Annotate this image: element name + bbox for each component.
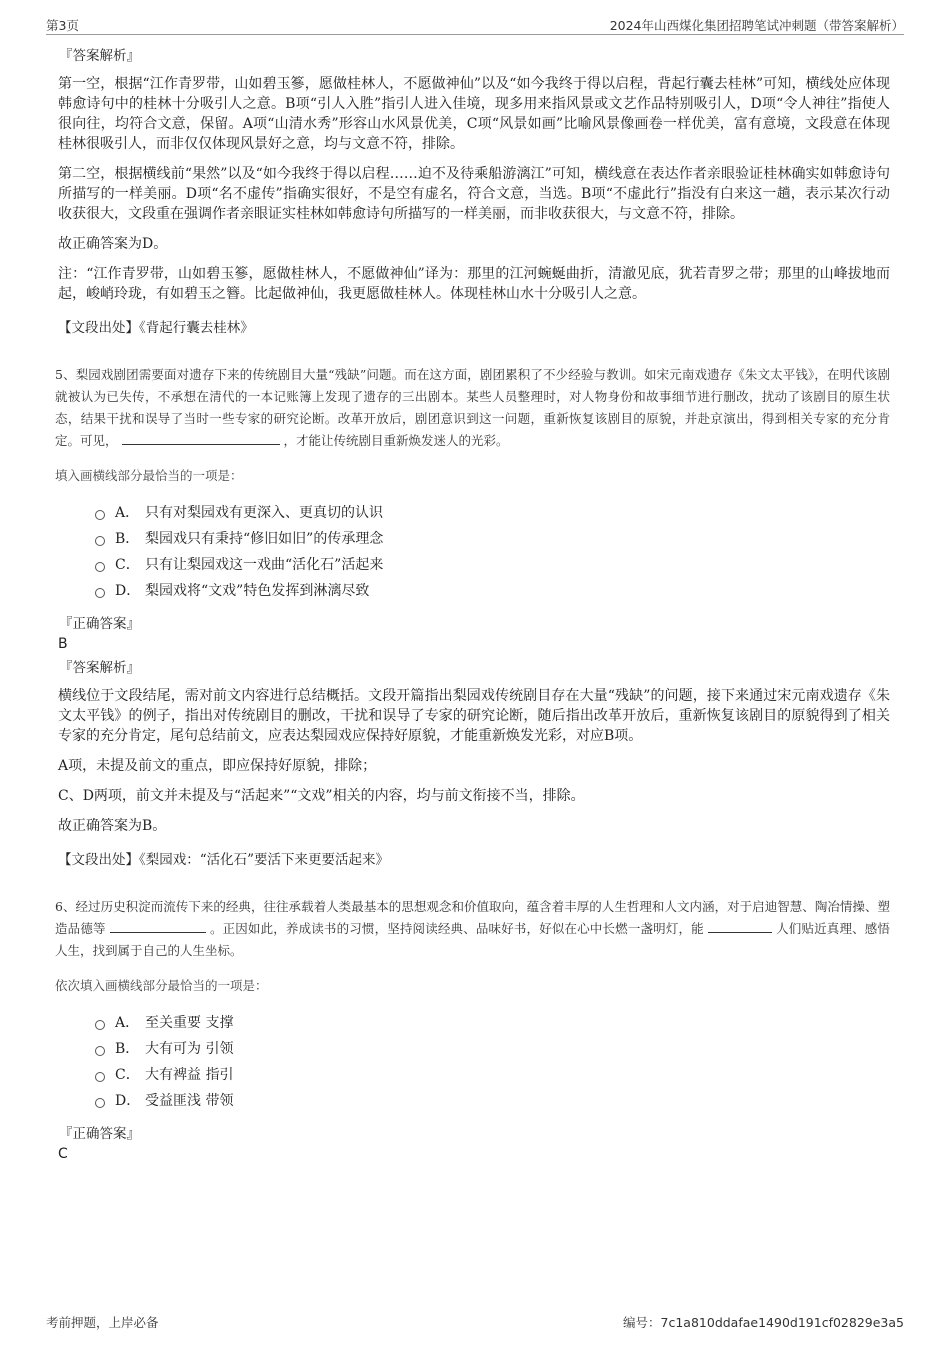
analysis-paragraph: 横线位于文段结尾，需对前文内容进行总结概括。文段开篇指出梨园戏传统剧目存在大量“残缺”的问题，接下来通过宋元南戏遗存《朱文太平钱》的例子，指出对传统剧目的删改，干扰和误导了专家的研究论断，随后指出改革开放后，重新恢复该剧目的原貌得到了相关专家的充分肯定，尾句总结前文，应表达梨园戏应保持好原貌，才能重新焕发光彩，对应B项。 <box>58 688 890 744</box>
option-letter: A． <box>115 1015 140 1031</box>
option-letter: C． <box>115 557 140 573</box>
radio-icon[interactable] <box>95 536 105 546</box>
option-text: 至关重要 支撑 <box>145 1015 234 1031</box>
question-5-answer <box>55 612 890 676</box>
analysis-paragraph: 第一空，根据“江作青罗带，山如碧玉篸，愿做桂林人，不愿做神仙”以及“如今我终于得以启程，背起行囊去桂林”可知，横线处应体现韩愈诗句中的桂林十分吸引人之意。B项“引人入胜”指引人进入佳境，现多用来指风景或文艺作品特别吸引人，D项“令人神往”指使人很向往，均符合文意，保留。A项“山清水秀”形容山水风景优美，C项“风景如画”比喻风景像画卷一样优美，富有意境，文段意在体现桂林很吸引人，而非仅仅体现风景好之意，均与文意不符，排除。 <box>58 76 890 152</box>
option-text: 受益匪浅 带领 <box>145 1093 234 1109</box>
fill-blank <box>122 430 280 445</box>
question-6-instruction: 依次填入画横线部分最恰当的一项是： <box>55 978 268 993</box>
question-5-instruction: 填入画横线部分最恰当的一项是： <box>55 468 243 483</box>
question-5-stem <box>55 364 890 452</box>
question-5-text: 5、梨园戏剧团需要面对遗存下来的传统剧目大量“残缺”问题。而在这方面，剧团累积了不少经验与教训。如宋元南戏遗存《朱文太平钱》，在明代该剧就被认为已失传，不承想在清代的一本记账簿上发现了遗存的三出剧本。某些人员整理时，对人物身份和故事细节进行删改，扰动了该剧目的原生状态，结果干扰和误导了当时一些专家的研究论断。改革开放后，剧团意识到这一问题，重新恢复该剧目的原貌，并赴京演出，得到相关专家的充分肯定。可见， <box>55 367 890 448</box>
question-6-options <box>95 1010 890 1114</box>
option-letter: D． <box>115 1093 141 1109</box>
question-6-answer <box>55 1122 890 1162</box>
passage-source: 【文段出处】《梨园戏：“活化石”要活下来更要活起来》 <box>58 852 390 868</box>
option-a[interactable] <box>95 500 890 526</box>
analysis-paragraph: C、D两项，前文并未提及与“活起来”“文戏”相关的内容，均与前文衔接不当，排除。 <box>58 788 585 804</box>
page-header <box>46 14 904 35</box>
option-letter: A． <box>115 505 140 521</box>
fill-blank <box>708 918 772 933</box>
radio-icon[interactable] <box>95 510 105 520</box>
correct-answer: B <box>58 636 68 652</box>
analysis-conclusion: 故正确答案为B。 <box>58 818 167 834</box>
option-text: 只有让梨园戏这一戏曲“活化石”活起来 <box>145 557 384 573</box>
analysis-label: 『答案解析』 <box>59 48 140 64</box>
correct-answer-label: 『正确答案』 <box>59 1126 140 1142</box>
page-content <box>55 44 890 1162</box>
option-letter: B． <box>115 1041 140 1057</box>
question-6-text-end: 人们贴近真理、感悟人生，找到属于自己的人生坐标。 <box>55 921 890 958</box>
question-5-options <box>95 500 890 604</box>
option-letter: B． <box>115 531 140 547</box>
option-c[interactable] <box>95 552 890 578</box>
option-text: 只有对梨园戏有更深入、更真切的认识 <box>145 505 383 521</box>
radio-icon[interactable] <box>95 1046 105 1056</box>
analysis-paragraph: 第二空，根据横线前“果然”以及“如今我终于得以启程……迫不及待乘船游漓江”可知，横线意在表达作者亲眼验证桂林确实如韩愈诗句所描写的一样美丽。D项“名不虚传”指确实很好，不是空有虚名，符合文意，当选。B项“不虚此行”指没有白来这一趟，表示某次行动收获很大，文段重在强调作者亲眼证实桂林如韩愈诗句所描写的一样美丽，而非收获很大，与文意不符，排除。 <box>58 166 890 222</box>
page-number: 第3页 <box>46 18 79 33</box>
option-letter: C． <box>115 1067 140 1083</box>
passage-source: 【文段出处】《背起行囊去桂林》 <box>58 320 254 336</box>
option-letter: D． <box>115 583 141 599</box>
option-b[interactable] <box>95 1036 890 1062</box>
option-text: 梨园戏将“文戏”特色发挥到淋漓尽致 <box>145 583 370 599</box>
option-d[interactable] <box>95 578 890 604</box>
option-c[interactable] <box>95 1062 890 1088</box>
radio-icon[interactable] <box>95 1020 105 1030</box>
document-id: 编号：7c1a810ddafae1490d191cf02829e3a5 <box>623 1315 904 1330</box>
correct-answer-label: 『正确答案』 <box>59 616 140 632</box>
question-6-stem <box>55 896 890 962</box>
option-text: 大有可为 引领 <box>145 1041 234 1057</box>
analysis-label: 『答案解析』 <box>59 660 140 676</box>
fill-blank <box>110 918 206 933</box>
option-d[interactable] <box>95 1088 890 1114</box>
question-6-text-mid: 。正因如此，养成读书的习惯，坚持阅读经典、品味好书，好似在心中长燃一盏明灯，能 <box>209 921 704 936</box>
option-b[interactable] <box>95 526 890 552</box>
page-footer <box>46 1313 904 1331</box>
radio-icon[interactable] <box>95 1098 105 1108</box>
question-6-text: 6、经过历史积淀而流传下来的经典，往往承载着人类最基本的思想观念和价值取向，蕴含着丰厚的人生哲理和人文内涵，对于启迪智慧、陶冶情操、塑造品德等 <box>55 899 890 936</box>
analysis-paragraph: A项，未提及前文的重点，即应保持好原貌，排除； <box>58 758 377 774</box>
document-title: 2024年山西煤化集团招聘笔试冲刺题（带答案解析） <box>609 18 904 33</box>
option-text: 梨园戏只有秉持“修旧如旧”的传承理念 <box>145 531 384 547</box>
option-a[interactable] <box>95 1010 890 1036</box>
radio-icon[interactable] <box>95 562 105 572</box>
analysis-note: 注：“江作青罗带，山如碧玉篸，愿做桂林人，不愿做神仙”译为：那里的江河蜿蜒曲折，清澈见底，犹若青罗之带；那里的山峰拔地而起，峻峭玲珑，有如碧玉之簪。比起做神仙，我更愿做桂林人。体现桂林山水十分吸引人之意。 <box>58 266 890 302</box>
radio-icon[interactable] <box>95 1072 105 1082</box>
analysis-conclusion: 故正确答案为D。 <box>58 236 168 252</box>
radio-icon[interactable] <box>95 588 105 598</box>
correct-answer: C <box>58 1146 68 1162</box>
question-5-text-end: ，才能让传统剧目重新焕发迷人的光彩。 <box>283 433 509 448</box>
footer-slogan: 考前押题，上岸必备 <box>46 1315 159 1330</box>
option-text: 大有裨益 指引 <box>145 1067 234 1083</box>
